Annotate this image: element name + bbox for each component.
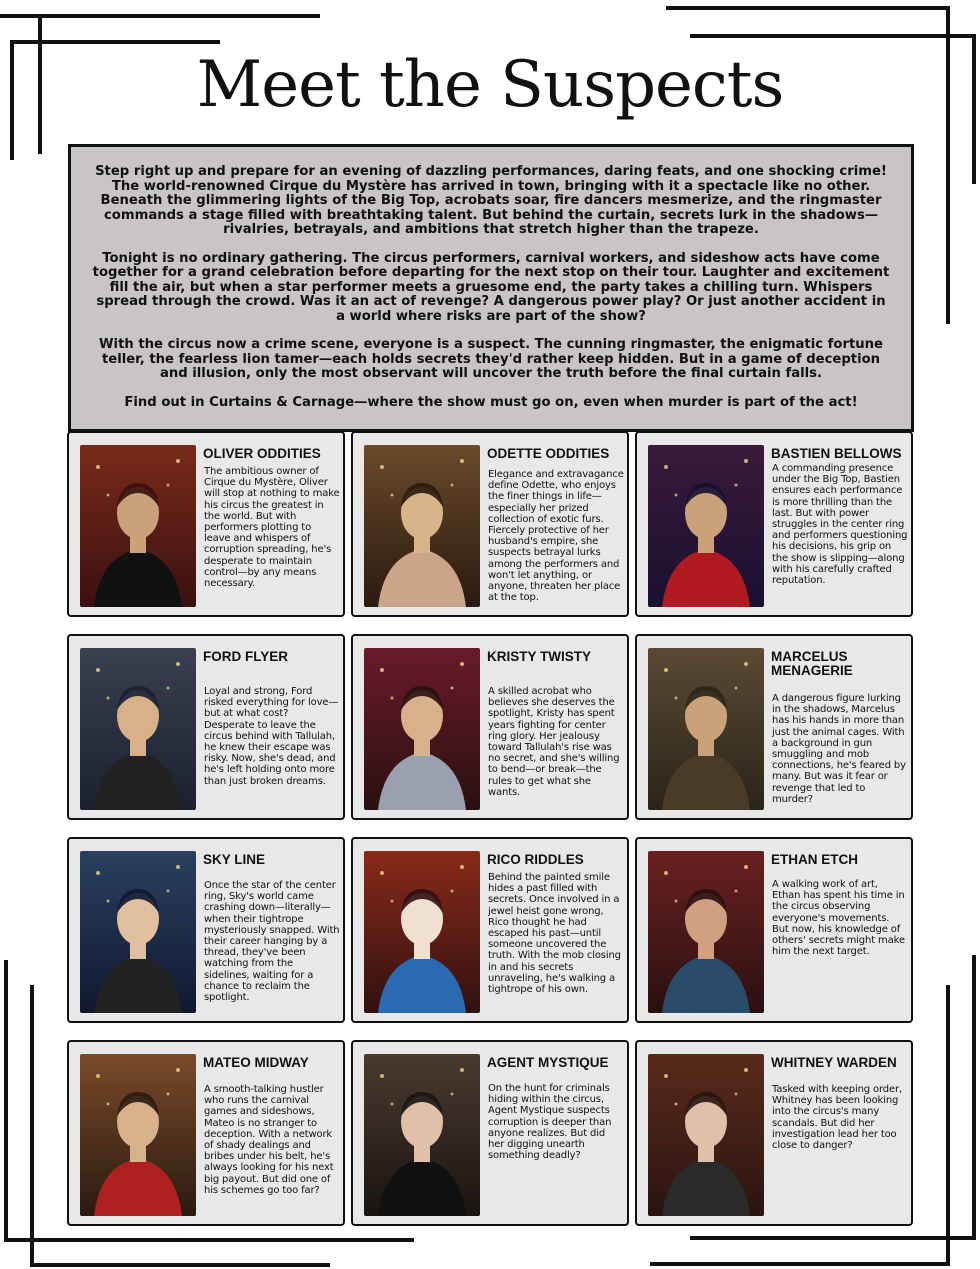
suspect-bio: On the hunt for criminals hiding within the circus, Agent Mystique suspects corruption is deeper than anyone realizes. But did her digging unearth something deadly?	[488, 1083, 612, 1162]
suspect-portrait	[648, 648, 764, 810]
suspect-name: ODETTE ODDITIES	[487, 446, 610, 461]
suspect-portrait	[80, 1054, 196, 1216]
suspect-bio: A skilled acrobat who believes she deserves the spotlight, Kristy has spent years fighting for center ring glory. Her jealousy toward Tallulah's rise was no secret, and she's willing to bend—or break—the rules to get what she wants.	[488, 686, 620, 798]
suspect-bio: Elegance and extravagance define Odette, who enjoys the finer things in life—especially her prized collection of exotic furs. Fiercely protective of her husband's empire, she suspects betrayal lurks among the performers and won't let anything, or anyone, threaten her place at the top.	[488, 469, 624, 604]
frame-line	[0, 14, 320, 18]
suspect-portrait	[364, 648, 480, 810]
suspect-bio: Once the star of the center ring, Sky's world came crashing down—literally—when their tightrope mysteriously snapped. With their career hanging by a thread, they've been watching from the sidelines, waiting for a chance to reclaim the spotlight.	[204, 880, 340, 1004]
suspect-portrait	[80, 648, 196, 810]
suspect-card	[67, 634, 345, 820]
suspect-name: RICO RIDDLES	[487, 852, 584, 867]
frame-line	[972, 955, 976, 1240]
suspect-portrait	[80, 851, 196, 1013]
suspect-name: AGENT MYSTIQUE	[487, 1055, 609, 1070]
frame-line	[690, 1236, 976, 1240]
portrait-illustration	[364, 445, 480, 607]
suspect-name: SKY LINE	[203, 852, 266, 867]
suspect-card	[67, 837, 345, 1023]
suspect-card	[351, 837, 629, 1023]
suspect-card	[635, 634, 913, 820]
suspect-bio: The ambitious owner of Cirque du Mystère, Oliver will stop at nothing to make his circus the greatest in the world. But with performers plotting to leave and whispers of corruption spreading, he's desperate to maintain control—by any means necessary.	[204, 466, 340, 590]
suspect-portrait	[648, 1054, 764, 1216]
suspect-name: BASTIEN BELLOWS	[771, 446, 902, 461]
portrait-illustration	[364, 851, 480, 1013]
suspect-bio: Behind the painted smile hides a past filled with secrets. Once involved in a jewel heist gone wrong, Rico thought he had escaped his past—until someone uncovered the truth. With the mob closing in and his secrets unraveling, he's walking a tightrope of his own.	[488, 872, 621, 996]
portrait-illustration	[648, 851, 764, 1013]
suspect-name: FORD FLYER	[203, 649, 289, 664]
suspect-portrait	[648, 851, 764, 1013]
intro-paragraph: Find out in Curtains & Carnage—where the show must go on, even when murder is part of the act!	[124, 394, 858, 410]
suspect-bio: Tasked with keeping order, Whitney has been looking into the circus's many scandals. But did her investigation lead her too close to danger?	[772, 1084, 902, 1152]
frame-line	[666, 6, 950, 10]
frame-line	[946, 985, 950, 1265]
intro-paragraph: Tonight is no ordinary gathering. The circus performers, carnival workers, and sideshow acts have come together for a grand celebration before departing for the next stop on their tour. Laughter and excitement fill the air, but when a star performer meets a gruesome end, the party takes a chilling turn. Whispers spread through the crowd. Was it an act of revenge? A dangerous power play? Or just another accident in a world where risks are part of the show?	[92, 250, 890, 324]
suspect-name: WHITNEY WARDEN	[771, 1055, 897, 1070]
suspect-bio: A smooth-talking hustler who runs the carnival games and sideshows, Mateo is no stranger to deception. With a network of shady dealings and bribes under his belt, he's always looking for his next big payout. But did one of his schemes go too far?	[204, 1084, 334, 1196]
frame-line	[4, 960, 8, 1240]
intro-paragraph: Step right up and prepare for an evening of dazzling performances, daring feats, and one shocking crime! The world-renowned Cirque du Mystère has arrived in town, bringing with it a spectacle like no other. Beneath the glimmering lights of the Big Top, acrobats soar, fire dancers mesmerize, and the ringmaster commands a stage filled with breathtaking talent. But behind the curtain, secrets lurk in the shadows—rivalries, betrayals, and ambitions that stretch higher than the trapeze.	[95, 164, 887, 237]
portrait-illustration	[80, 1054, 196, 1216]
suspect-card	[67, 1040, 345, 1226]
suspect-name: ETHAN ETCH	[771, 852, 858, 867]
suspect-card	[635, 1040, 913, 1226]
suspect-name: MATEO MIDWAY	[203, 1055, 309, 1070]
suspect-card	[635, 837, 913, 1023]
suspect-bio: A walking work of art, Ethan has spent his time in the circus observing everyone's movements. But now, his knowledge of others' secrets might make him the next target.	[772, 879, 905, 958]
suspect-name: KRISTY TWISTY	[487, 649, 592, 664]
suspect-card	[67, 431, 345, 617]
intro-box	[68, 144, 914, 432]
portrait-illustration	[648, 648, 764, 810]
frame-line	[650, 1262, 950, 1266]
portrait-illustration	[364, 648, 480, 810]
suspect-portrait	[364, 445, 480, 607]
suspect-portrait	[364, 1054, 480, 1216]
suspect-card	[351, 1040, 629, 1226]
suspect-portrait	[364, 851, 480, 1013]
frame-line	[30, 985, 34, 1267]
frame-line	[30, 1263, 330, 1267]
frame-line	[690, 34, 976, 38]
portrait-illustration	[648, 1054, 764, 1216]
portrait-illustration	[648, 445, 764, 607]
page-title: Meet the Suspects	[196, 48, 784, 122]
suspect-portrait	[80, 445, 196, 607]
frame-line	[4, 1238, 414, 1242]
intro-paragraph: With the circus now a crime scene, everyone is a suspect. The cunning ringmaster, the enigmatic fortune teller, the fearless lion tamer—each holds secrets they'd rather keep hidden. But in a game of deception and illusion, only the most observant will uncover the truth before the final curtain falls.	[99, 337, 883, 381]
suspect-bio: A dangerous figure lurking in the shadows, Marcelus has his hands in more than just the animal cages. With a background in gun smuggling and mob connections, he's feared by many. But was it fear or revenge that led to murder?	[772, 693, 906, 805]
portrait-illustration	[80, 851, 196, 1013]
portrait-illustration	[80, 648, 196, 810]
suspect-card	[635, 431, 913, 617]
suspect-name: OLIVER ODDITIES	[203, 446, 321, 461]
suspect-card	[351, 634, 629, 820]
suspect-portrait	[648, 445, 764, 607]
portrait-illustration	[364, 1054, 480, 1216]
suspect-card	[351, 431, 629, 617]
suspect-bio: A commanding presence under the Big Top, Bastien ensures each performance is more thrilling than the last. But with power struggles in the center ring and performers questioning his decisions, his grip on the show is slipping—along with his carefully crafted reputation.	[772, 463, 908, 587]
suspect-name: MARCELUS MENAGERIE	[771, 649, 853, 678]
suspect-bio: Loyal and strong, Ford risked everything for love—but at what cost? Desperate to leave the circus behind with Tallulah, he knew their escape was risky. Now, she's dead, and he's left holding onto more than just broken dreams.	[204, 686, 339, 787]
portrait-illustration	[80, 445, 196, 607]
